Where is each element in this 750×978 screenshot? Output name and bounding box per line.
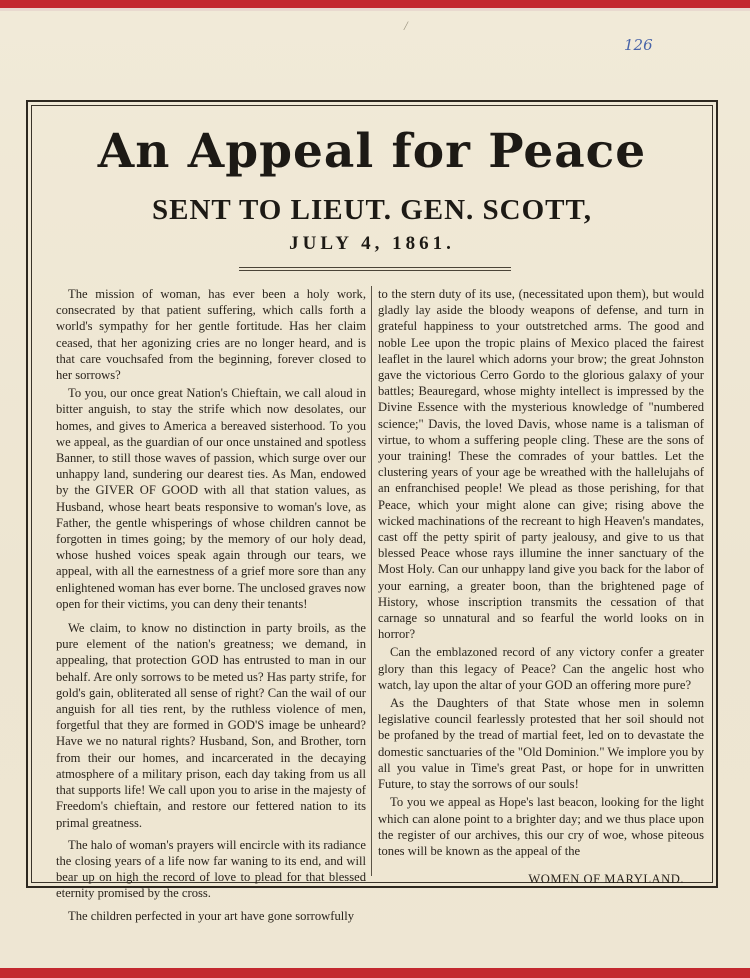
- handwritten-page-number: 126: [624, 36, 653, 54]
- document-title: An Appeal for Peace: [97, 124, 647, 179]
- paragraph: The mission of woman, has ever been a holy work, consecrated by that patient suffering, which calls forth a world's sympathy for her gentle fortitude. Has her claim ceased, that her agonizing cries are no longer heard, and is that care vouchsafed from the beginning, forever closed to her sorrows?: [56, 287, 366, 383]
- red-bottom-edge: [0, 968, 750, 978]
- paragraph: To you, our once great Nation's Chieftain, we call aloud in bitter anguish, to stay the strife which now desolates, our homes, and gives to America a bereaved sisterhood. To you we appeal, as the guardian of our once unstained and spotless Banner, to still those waves of passion, which surge over our unhappy land, sundering our dearest ties. As Man, endowed by the GIVER OF GOOD with all that station values, as Husband, whose heart beats responsive to woman's love, as Father, the gentle whisperings of whose children cannot be forgotten in times going; by the memory of our holy dead, whose hushed voices speak again through our tears, we appeal, with all the earnestness of a grief more sore than any enlightened woman has ever borne. The unclosed graves now open for their victims, you can deny their tenants!: [56, 386, 366, 611]
- left-column: [56, 286, 366, 924]
- paragraph: Can the emblazoned record of any victory confer a greater glory than this legacy of Peace? Can the angelic host who watch, lay upon the altar of your GOD an offering more pure?: [378, 645, 704, 692]
- title-rule-top: [239, 267, 511, 268]
- paragraph: We claim, to know no distinction in party broils, as the pure element of the nation's greatness; we demand, in appealing, that protection GOD has entrusted to man in our behalf. Are only sorrows to be meted us? Has party strife, for gold's gain, obliterated all sense of right? Can the wail of our anguish for all ties rent, by the ruthless violence of men, forgetful that they are formed in GOD'S image be unheard? Have we no natural rights? Husband, Son, and Brother, torn from their our homes, and incarcerated in the decaying atmosphere of a military prison, each day taking from us all that supports life! We call upon you to arise in the majesty of Freedom's chieftain, and restore our fettered nation to its primal greatness.: [56, 621, 366, 830]
- red-top-edge: [0, 0, 750, 8]
- column-divider: [371, 286, 372, 876]
- title-rule-bottom: [239, 270, 511, 271]
- paragraph: As the Daughters of that State whose men in solemn legislative council fearlessly protested that her soil should not be profaned by the tread of martial feet, led on to devastate the domestic sanctuaries of the "Old Dominion." We implore you by all you value in Time's great Past, or hope for in unwritten Future, to stay the sorrows of our souls!: [378, 696, 704, 792]
- signature: WOMEN OF MARYLAND.: [528, 872, 684, 887]
- paragraph: The halo of woman's prayers will encircle with its radiance the closing years of a life now far waning to its end, and will bear up on high the record of love to plead for that blessed eternity promised by the cross.: [56, 837, 366, 901]
- paragraph: The children perfected in your art have gone sorrowfully: [68, 908, 355, 923]
- paragraph: To you we appeal as Hope's last beacon, looking for the light which can alone point to a brighter day; and we thus place upon the register of our archives, this our cry of woe, whose piteous tones will be known as the appeal of the: [378, 795, 704, 858]
- pencil-mark: /: [404, 18, 408, 33]
- paragraph: to the stern duty of its use, (necessitated upon them), but would gladly lay aside the bloody weapons of defense, and turn in grateful happiness to your outstretched arms. The good and noble Lee upon the tropic plains of Mexico placed the fairest leaflet in the laurel which adorns your brow; the great Johnston gave the victorious Cerro Gordo to the glorious galaxy of your battles; Beauregard, whose mighty intellect is impressed by the Divine Essence with the mysterious knowledge of "numbered science;" Davis, the loved Davis, whose name is a talisman of virtue, to whom a suffering people cling. These are the sons of your training! These the comrades of your battles. Let the clustering years of your age be wreathed with the hallelujahs of an enfranchised people! We plead as those perishing, for that Peace, which your might alone can give; rising above the wicked machinations of the recreant to high Heaven's mandates, cast off the petty spirit of party jealousy, and give to us that blessed Peace whose rays illumine the inner sanctuary of the Most Holy. Can our unhappy land give you back for the labor of your earning, a greater boon, than the brightened page of History, whose inscription transmits the cessation of that carnage so unnatural and so fearful the world looks on in horror?: [378, 287, 704, 642]
- document-subtitle: SENT TO LIEUT. GEN. SCOTT,: [152, 194, 592, 226]
- right-column: [378, 286, 704, 887]
- top-edge-shadow: [0, 8, 750, 11]
- document-date: JULY 4, 1861.: [289, 233, 455, 254]
